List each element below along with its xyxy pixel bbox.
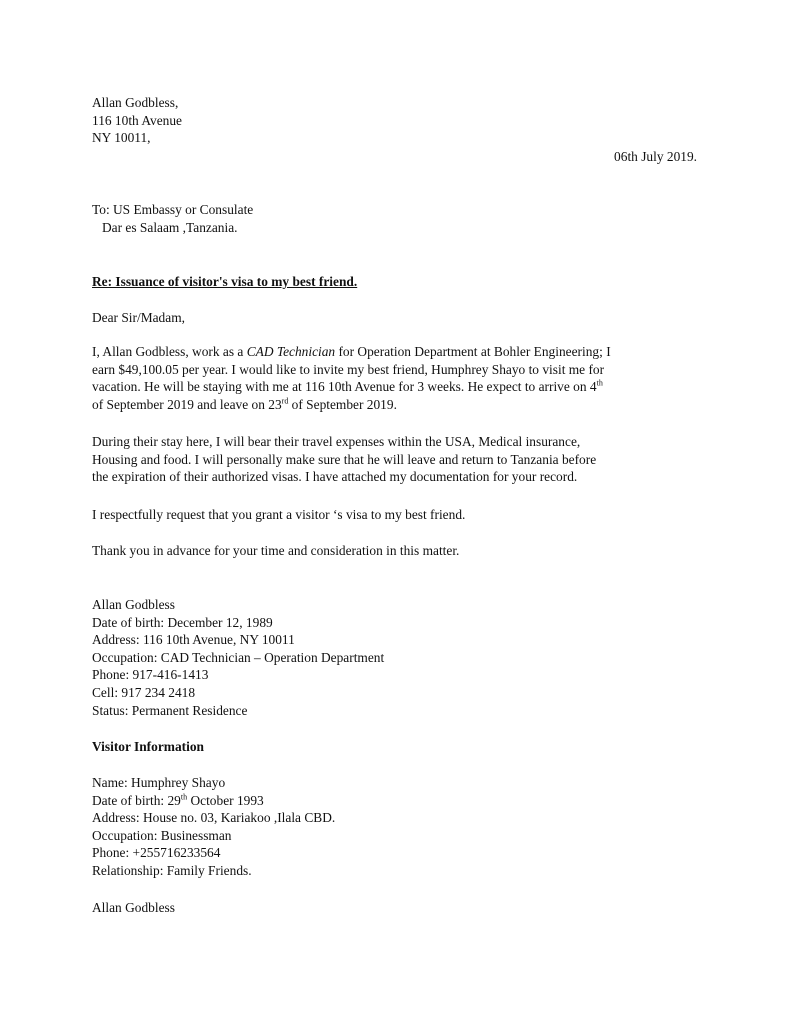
visitor-occupation: Occupation: Businessman	[92, 827, 232, 843]
ordinal-suffix: rd	[281, 396, 289, 406]
sender-street: 116 10th Avenue	[92, 112, 182, 128]
paragraph-2-line-2: Housing and food. I will personally make sure that he will leave and return to Tanzania before	[92, 451, 597, 467]
paragraph-1-line-3	[92, 378, 704, 396]
salutation: Dear Sir/Madam,	[92, 310, 185, 325]
recipient-address	[92, 201, 704, 236]
subject-line: Re: Issuance of visitor's visa to my best friend.	[92, 274, 358, 289]
host-dob: Date of birth: December 12, 1989	[92, 614, 273, 630]
host-cell: Cell: 917 234 2418	[92, 684, 196, 700]
visitor-relationship: Relationship: Family Friends.	[92, 862, 252, 878]
visitor-dob	[92, 792, 704, 810]
text-run: of September 2019 and leave on 23	[92, 396, 282, 412]
host-phone: Phone: 917-416-1413	[92, 667, 209, 683]
paragraph-3: I respectfully request that you grant a visitor ‘s visa to my best friend.	[92, 507, 466, 522]
text-run: Date of birth: 29	[92, 792, 181, 808]
host-details	[92, 596, 704, 719]
paragraph-1-line-1	[92, 343, 704, 361]
paragraph-1-line-4	[92, 396, 704, 414]
paragraph-1	[92, 343, 704, 413]
host-occupation: Occupation: CAD Technician – Operation Department	[92, 649, 385, 665]
host-address: Address: 116 10th Avenue, NY 10011	[92, 632, 295, 648]
host-name: Allan Godbless	[92, 597, 175, 612]
recipient-line-1: To: US Embassy or Consulate	[92, 202, 254, 217]
ordinal-suffix: th	[596, 378, 603, 388]
job-title: CAD Technician	[246, 344, 336, 359]
text-run: vacation. He will be staying with me at 116 10th Avenue for 3 weeks. He expect to arrive on 4	[92, 379, 597, 395]
visitor-heading: Visitor Information	[92, 739, 204, 754]
visitor-details	[92, 774, 704, 880]
letter-date: 06th July 2019.	[614, 149, 697, 164]
sender-city: NY 10011,	[92, 130, 151, 146]
visitor-phone: Phone: +255716233564	[92, 845, 221, 861]
visitor-name: Name: Humphrey Shayo	[92, 775, 226, 790]
paragraph-1-line-2: earn $49,100.05 per year. I would like to invite my best friend, Humphrey Shayo to visit me for	[92, 361, 605, 377]
sender-address	[92, 94, 704, 147]
visitor-address: Address: House no. 03, Kariakoo ,Ilala CBD.	[92, 810, 336, 826]
text-run: of September 2019.	[288, 396, 397, 412]
paragraph-2-line-3: the expiration of their authorized visas. I have attached my documentation for your record.	[92, 469, 578, 485]
recipient-line-2: Dar es Salaam ,Tanzania.	[102, 219, 238, 235]
host-status: Status: Permanent Residence	[92, 702, 248, 718]
paragraph-2	[92, 433, 704, 486]
text-run: October 1993	[187, 792, 264, 808]
text-run: for Operation Department at Bohler Engineering; I	[335, 344, 611, 359]
paragraph-2-line-1: During their stay here, I will bear their travel expenses within the USA, Medical insurance,	[92, 434, 581, 449]
signature-name: Allan Godbless	[92, 900, 175, 915]
sender-name: Allan Godbless,	[92, 95, 179, 110]
text-run: I, Allan Godbless, work as a	[92, 344, 247, 359]
paragraph-4: Thank you in advance for your time and consideration in this matter.	[92, 543, 460, 558]
ordinal-suffix: th	[180, 792, 188, 802]
